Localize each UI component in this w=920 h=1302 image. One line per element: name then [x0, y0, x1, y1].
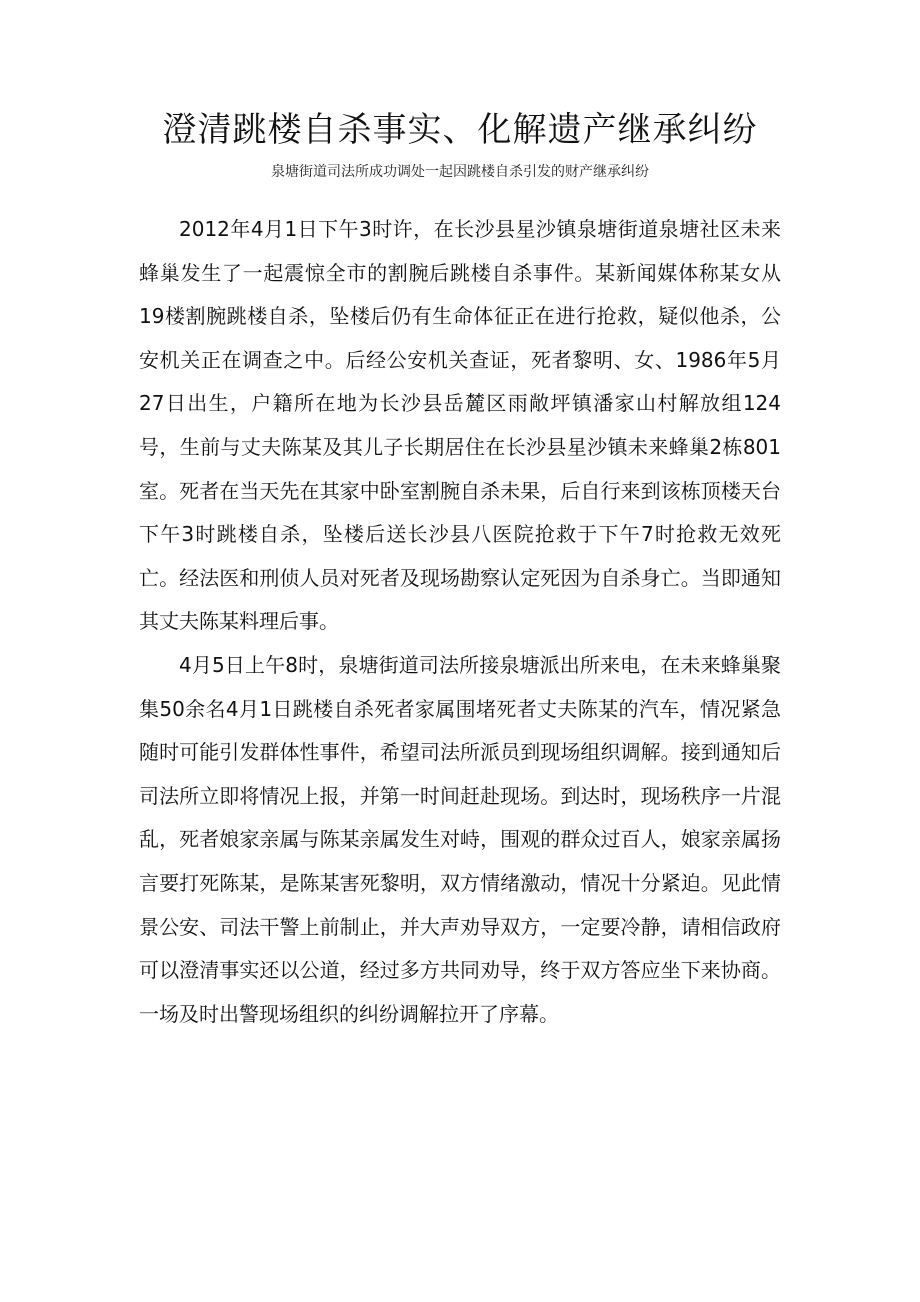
document-subtitle: 泉塘街道司法所成功调处一起因跳楼自杀引发的财产继承纠纷 [271, 164, 649, 180]
paragraph-2: 4月5日上午8时，泉塘街道司法所接泉塘派出所来电，在未来蜂巢聚集50余名4月1日跳楼自杀死者家属围堵死者丈夫陈某的汽车，情况紧急随时可能引发群体性事件，希望司法所派员到现场组织调解。接到通知后司法所立即将情况上报，并第一时间赶赴现场。到达时，现场秩序一片混乱，死者娘家亲属与陈某亲属发生对峙，围观的群众过百人，娘家亲属扬言要打死陈某，是陈某害死黎明，双方情绪激动，情况十分紧迫。见此情景公安、司法干警上前制止，并大声劝导双方，一定要冷静，请相信政府可以澄清事实还以公道，经过多方共同劝导，终于双方答应坐下来协商。一场及时出警现场组织的纠纷调解拉开了序幕。 [139, 652, 781, 1026]
document-title: 澄清跳楼自杀事实、化解遗产继承纠纷 [162, 110, 758, 150]
paragraph-1: 2012年4月1日下午3时许，在长沙县星沙镇泉塘街道泉塘社区未来蜂巢发生了一起震惊全市的割腕后跳楼自杀事件。某新闻媒体称某女从19楼割腕跳楼自杀，坠楼后仍有生命体征正在进行抢救，疑似他杀，公安机关正在调查之中。后经公安机关查证，死者黎明、女、1986年5月27日出生，户籍所在地为长沙县岳麓区雨敞坪镇潘家山村解放组124号，生前与丈夫陈某及其儿子长期居住在长沙县星沙镇未来蜂巢2栋801室。死者在当天先在其家中卧室割腕自杀未果，后自行来到该栋顶楼天台下午3时跳楼自杀，坠楼后送长沙县八医院抢救于下午7时抢救无效死亡。经法医和刑侦人员对死者及现场勘察认定死因为自杀身亡。当即通知其丈夫陈某料理后事。 [139, 217, 781, 634]
document-body [139, 208, 781, 1036]
